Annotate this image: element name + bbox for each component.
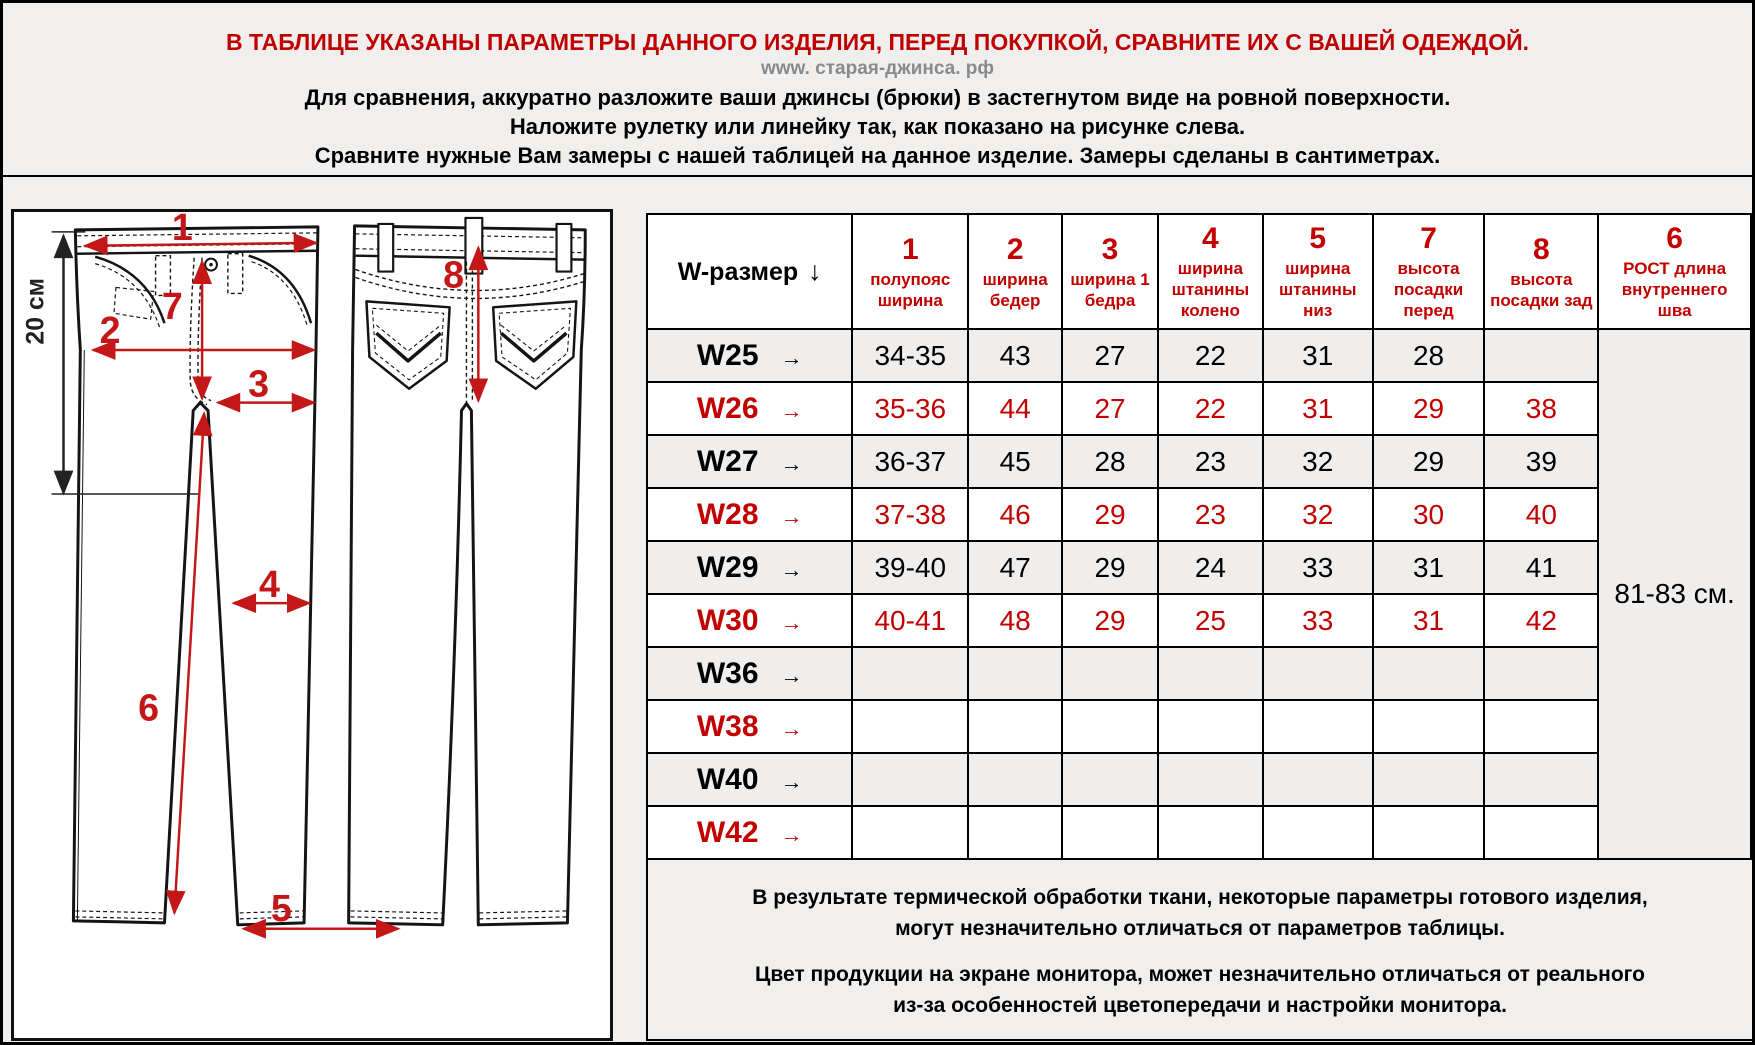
value-cell [1062, 753, 1158, 806]
column-label: полупояс ширина [870, 269, 951, 310]
value-cell [1373, 806, 1485, 859]
footnote-paragraph [648, 882, 1752, 944]
right-arrow-icon: → [780, 821, 803, 847]
size-cell [647, 647, 852, 700]
value-cell: 30 [1373, 488, 1485, 541]
size-cell [647, 700, 852, 753]
value-cell: 33 [1263, 594, 1373, 647]
value-cell [852, 806, 968, 859]
value-cell: 32 [1263, 435, 1373, 488]
value-cell: 29 [1062, 541, 1158, 594]
column-number: 1 [901, 232, 919, 266]
value-cell [1158, 806, 1263, 859]
table-row-W26 [647, 382, 1751, 435]
value-cell [968, 806, 1062, 859]
value-cell: 24 [1158, 541, 1263, 594]
measure-label-2: 2 [99, 309, 121, 352]
measure-label-7: 7 [161, 285, 183, 328]
column-header-3 [1062, 214, 1158, 329]
right-arrow-icon: → [780, 344, 803, 370]
value-cell: 31 [1263, 329, 1373, 382]
value-cell: 29 [1373, 435, 1485, 488]
right-arrow-icon: → [780, 397, 803, 423]
instruction-line: Сравните нужные Вам замеры с нашей таблицей на данное изделие. Замеры сделаны в сантиметрах. [314, 143, 1441, 168]
size-header-label: W-размер [677, 258, 799, 286]
footnote-line: Цвет продукции на экране монитора, может незначительно отличаться от реального [755, 963, 1645, 986]
instructions [3, 83, 1752, 170]
value-cell: 38 [1484, 382, 1598, 435]
value-cell [1484, 700, 1598, 753]
value-cell: 29 [1062, 488, 1158, 541]
column-header-5 [1263, 214, 1373, 329]
size-label: W30 [696, 603, 759, 637]
column-number: 5 [1309, 222, 1327, 255]
size-label: W29 [696, 550, 759, 584]
value-cell: 23 [1158, 435, 1263, 488]
column-header-4 [1158, 214, 1263, 329]
value-cell: 31 [1373, 594, 1485, 647]
size-label: W42 [696, 815, 759, 849]
table-row-W28 [647, 488, 1751, 541]
value-cell [852, 753, 968, 806]
right-arrow-icon: → [780, 556, 803, 582]
size-label: W38 [696, 709, 759, 743]
value-cell: 31 [1373, 541, 1485, 594]
right-arrow-icon: → [780, 768, 803, 794]
value-cell [1263, 700, 1373, 753]
right-arrow-icon: → [780, 503, 803, 529]
size-cell [647, 329, 852, 382]
value-cell: 35-36 [852, 382, 968, 435]
footnote-line: из-за особенностей цветопередачи и настройки монитора. [893, 994, 1507, 1017]
size-cell [647, 488, 852, 541]
down-arrow-icon: ↓ [808, 256, 822, 286]
value-cell: 44 [968, 382, 1062, 435]
column-number: 8 [1532, 232, 1550, 266]
value-cell: 29 [1062, 594, 1158, 647]
value-cell: 45 [968, 435, 1062, 488]
size-cell [647, 753, 852, 806]
value-cell: 41 [1484, 541, 1598, 594]
measure-label-6: 6 [138, 686, 160, 729]
footnote-paragraph [648, 959, 1752, 1021]
column-label: ширина 1 бедра [1070, 269, 1150, 310]
measure-label-8: 8 [443, 253, 465, 296]
size-label: W40 [696, 762, 759, 796]
size-table [646, 213, 1752, 860]
value-cell: 27 [1062, 382, 1158, 435]
back-belt-loop [557, 224, 572, 272]
right-arrow-icon: → [780, 662, 803, 688]
value-cell [1484, 753, 1598, 806]
table-row-W36 [647, 647, 1751, 700]
column-label: РОСТ длина внутреннего шва [1621, 259, 1728, 320]
value-cell [1373, 753, 1485, 806]
table-row-W29 [647, 541, 1751, 594]
value-cell [1158, 753, 1263, 806]
instruction-line: Для сравнения, аккуратно разложите ваши джинсы (брюки) в застегнутом виде на ровной поверхности. [304, 85, 1451, 110]
column-number: 6 [1666, 222, 1683, 255]
value-cell: 40 [1484, 488, 1598, 541]
table-row-W40 [647, 753, 1751, 806]
size-label: W26 [696, 391, 759, 425]
value-cell: 40-41 [852, 594, 968, 647]
value-cell: 42 [1484, 594, 1598, 647]
value-cell [1263, 806, 1373, 859]
value-cell: 46 [968, 488, 1062, 541]
value-cell: 23 [1158, 488, 1263, 541]
value-cell [852, 647, 968, 700]
value-cell [1062, 700, 1158, 753]
value-cell [1373, 700, 1485, 753]
site-url: www. старая-джинса. рф [760, 58, 995, 79]
value-cell [1263, 753, 1373, 806]
footnote-line: могут незначительно отличаться от параметров таблицы. [895, 917, 1505, 940]
value-cell [968, 700, 1062, 753]
size-label: W25 [696, 338, 759, 372]
column-label: высота посадки перед [1393, 259, 1464, 320]
page-title: В ТАБЛИЦЕ УКАЗАНЫ ПАРАМЕТРЫ ДАННОГО ИЗДЕЛИЯ, ПЕРЕД ПОКУПКОЙ, СРАВНИТЕ ИХ С ВАШЕЙ ОДЕЖДОЙ. [225, 29, 1529, 55]
value-cell [1158, 647, 1263, 700]
value-cell: 33 [1263, 541, 1373, 594]
size-cell [647, 435, 852, 488]
right-arrow-icon: → [780, 715, 803, 741]
value-cell: 27 [1062, 329, 1158, 382]
value-cell [1062, 806, 1158, 859]
value-cell: 25 [1158, 594, 1263, 647]
table-row-W30 [647, 594, 1751, 647]
column-header-8 [1484, 214, 1598, 329]
column-number: 4 [1202, 222, 1219, 255]
size-label: W27 [696, 444, 759, 478]
value-cell [968, 647, 1062, 700]
inseam-length-cell: 81-83 см. [1598, 329, 1751, 859]
value-cell [852, 700, 968, 753]
value-cell [1484, 329, 1598, 382]
value-cell: 29 [1373, 382, 1485, 435]
column-number: 7 [1420, 222, 1437, 255]
measure-label-5: 5 [270, 886, 292, 929]
value-cell [1484, 806, 1598, 859]
table-row-W25 [647, 329, 1751, 382]
value-cell: 31 [1263, 382, 1373, 435]
column-header-1 [852, 214, 968, 329]
column-header-6 [1598, 214, 1751, 329]
column-header-7 [1373, 214, 1485, 329]
value-cell: 32 [1263, 488, 1373, 541]
measure-label-1: 1 [171, 212, 193, 248]
value-cell: 28 [1373, 329, 1485, 382]
value-cell [1373, 647, 1485, 700]
value-cell: 36-37 [852, 435, 968, 488]
column-number: 2 [1006, 232, 1024, 266]
right-arrow-icon: → [780, 609, 803, 635]
table-row-W42 [647, 806, 1751, 859]
column-header-size [647, 214, 852, 329]
size-cell [647, 594, 852, 647]
column-header-2 [968, 214, 1062, 329]
value-cell: 22 [1158, 382, 1263, 435]
size-cell [647, 806, 852, 859]
column-label: высота посадки зад [1490, 269, 1593, 310]
waist-button-center [209, 263, 213, 267]
measure-label-4: 4 [258, 563, 280, 606]
jeans-drawing [14, 212, 610, 1038]
value-cell: 22 [1158, 329, 1263, 382]
value-cell: 48 [968, 594, 1062, 647]
column-label: ширина штанины низ [1279, 259, 1357, 320]
footnote-line: В результате термической обработки ткани, некоторые параметры готового изделия, [752, 886, 1648, 909]
size-label: W28 [696, 497, 759, 531]
size-label: W36 [696, 656, 759, 690]
value-cell [968, 753, 1062, 806]
jeans-back-view [349, 218, 586, 925]
value-cell: 47 [968, 541, 1062, 594]
value-cell: 39 [1484, 435, 1598, 488]
size-cell [647, 382, 852, 435]
value-cell: 39-40 [852, 541, 968, 594]
value-cell [1062, 647, 1158, 700]
column-label: ширина штанины колено [1171, 259, 1250, 320]
value-cell [1484, 647, 1598, 700]
table-footnotes [646, 858, 1754, 1041]
column-number: 3 [1101, 232, 1119, 266]
table-row-W27 [647, 435, 1751, 488]
value-cell: 43 [968, 329, 1062, 382]
measure-20cm-label: 20 см [22, 277, 50, 345]
value-cell [1263, 647, 1373, 700]
column-label: ширина бедер [982, 269, 1048, 310]
value-cell [1158, 700, 1263, 753]
value-cell: 37-38 [852, 488, 968, 541]
jeans-diagram [11, 209, 613, 1041]
instruction-line: Наложите рулетку или линейку так, как показано на рисунке слева. [509, 114, 1246, 139]
measure-label-3: 3 [248, 362, 270, 405]
back-belt-loop [465, 218, 482, 274]
back-belt-loop [378, 224, 393, 272]
value-cell: 28 [1062, 435, 1158, 488]
table-row-W38 [647, 700, 1751, 753]
right-arrow-icon: → [780, 450, 803, 476]
table-header-row [647, 214, 1751, 329]
header [3, 3, 1752, 177]
value-cell: 34-35 [852, 329, 968, 382]
size-cell [647, 541, 852, 594]
